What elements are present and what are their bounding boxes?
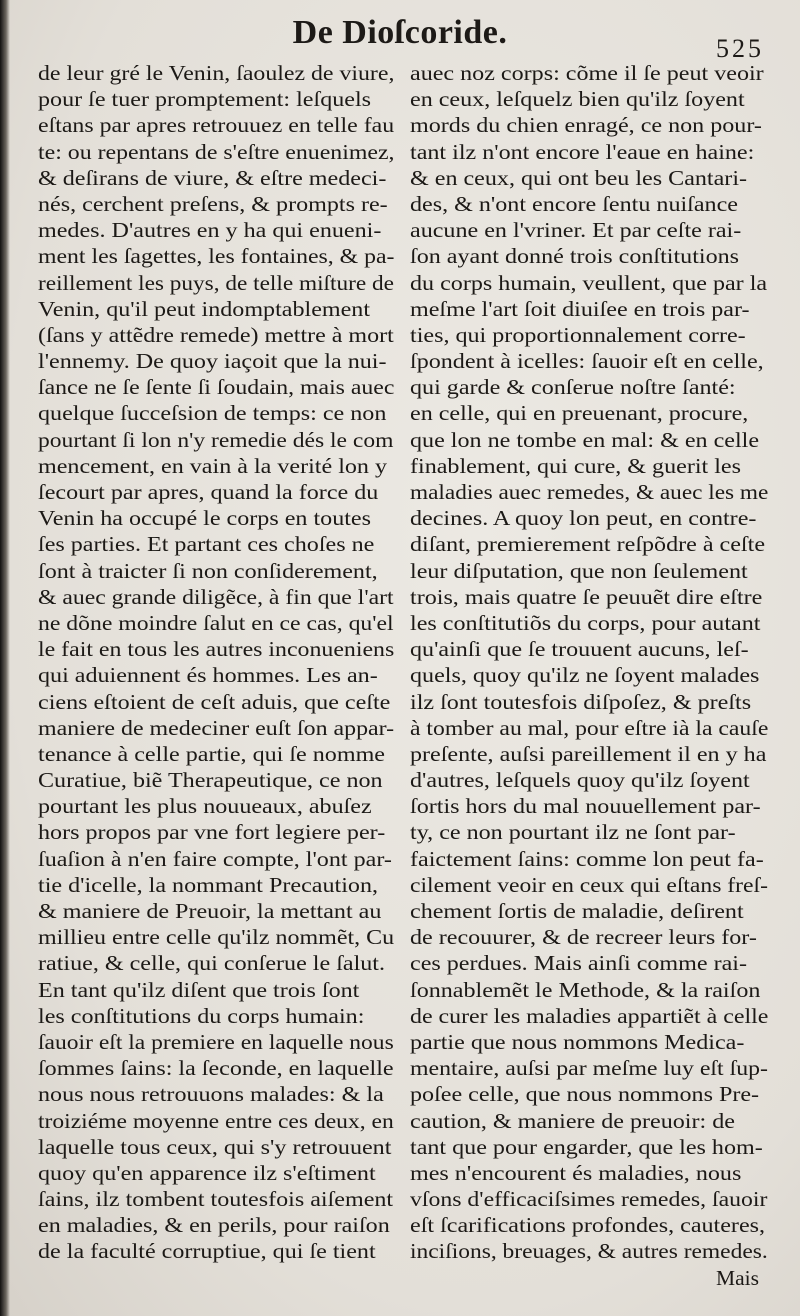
text-line: decines. A quoy lon peut, en contre- bbox=[410, 506, 757, 531]
text-line: tant ilz n'ont encore l'eaue en haine: bbox=[410, 139, 755, 164]
text-line: quelque ſucceſsion de temps: ce non bbox=[38, 401, 387, 426]
text-line: mencement, en vain à la verité lon y bbox=[38, 453, 388, 478]
text-line: & deſirans de viure, & eſtre medeci- bbox=[38, 165, 387, 190]
text-line: faictement ſains: comme lon peut fa- bbox=[410, 846, 764, 871]
page-number: 525 bbox=[716, 34, 764, 63]
text-line: medes. D'autres en y ha qui enueni- bbox=[38, 218, 382, 243]
text-line: finablement, qui cure, & guerit les bbox=[410, 453, 741, 478]
text-line: de recouurer, & de recreer leurs for- bbox=[410, 925, 757, 950]
text-line: trois, mais quatre ſe peuuẽt dire eſtre bbox=[410, 584, 763, 609]
text-line: te: ou repentans de s'eſtre enuenimez, bbox=[38, 139, 395, 164]
text-line: ciens eſtoient de ceſt aduis, que ceſte bbox=[38, 689, 391, 714]
text-line: quoy qu'en apparence ilz s'eſtiment bbox=[38, 1160, 376, 1185]
text-line: inciſions, breuages, & autres remedes. bbox=[410, 1239, 768, 1264]
text-line: auec noz corps: cõme il ſe peut veoir bbox=[410, 61, 764, 85]
text-column-left bbox=[38, 60, 394, 1265]
text-line: reillement les puys, de telle miſture de bbox=[38, 270, 394, 295]
text-line: troiziéme moyenne entre ces deux, en bbox=[38, 1108, 394, 1133]
text-line: diſant, premierement reſpõdre à ceſte bbox=[410, 532, 766, 557]
text-line: qui aduiennent és hommes. Les an- bbox=[38, 663, 378, 688]
text-line: ty, ce non pourtant ilz ne ſont par- bbox=[410, 820, 736, 845]
text-line: poſee celle, que nous nommons Pre- bbox=[410, 1082, 760, 1107]
text-line: hors propos par vne fort legiere per- bbox=[38, 820, 386, 845]
text-line: meſme l'art ſoit diuiſee en trois par- bbox=[410, 296, 750, 321]
text-line: ſains, ilz tombent toutesfois aiſement bbox=[38, 1187, 394, 1212]
text-line: les conſtitutiõs du corps, pour autant bbox=[410, 610, 761, 635]
text-line: ſommes ſains: la ſeconde, en laquelle bbox=[38, 1056, 394, 1081]
text-line: ſance ne ſe ſente ſi ſoudain, mais auec bbox=[38, 375, 395, 400]
text-line: de leur gré le Venin, ſaoulez de viure, bbox=[38, 61, 395, 85]
text-line: de curer les maladies appartiẽt à celle bbox=[410, 1003, 769, 1028]
text-line: tant que pour engarder, que les hom- bbox=[410, 1134, 763, 1159]
running-head: De Dioſcoride. bbox=[292, 14, 508, 51]
text-line: nous nous retrouuons malades: & la bbox=[38, 1082, 384, 1107]
text-line: maniere de medeciner euſt ſon appar- bbox=[38, 715, 395, 740]
text-line: du corps humain, veullent, que par la bbox=[410, 270, 768, 295]
text-line: mes n'encourent és maladies, nous bbox=[410, 1160, 742, 1185]
text-line: ties, qui proportionnalement corre- bbox=[410, 322, 746, 347]
text-line: preſente, auſsi pareillement il en y ha bbox=[410, 741, 767, 766]
text-line: mentaire, auſsi par meſme luy eſt ſup- bbox=[410, 1056, 768, 1081]
text-line: eſtans par apres retrouuez en telle fau bbox=[38, 113, 395, 138]
text-line: pour ſe tuer promptement: leſquels bbox=[38, 87, 372, 112]
text-line: quels, quoy qu'ilz ne ſoyent malades bbox=[410, 663, 760, 688]
text-line: aucune en l'vriner. Et par ceſte rai- bbox=[410, 218, 742, 243]
text-line: (ſans y attẽdre remede) mettre à mort bbox=[38, 322, 394, 347]
text-line: ment les ſagettes, les fontaines, & pa- bbox=[38, 244, 395, 269]
text-line: que lon ne tombe en mal: & en celle bbox=[410, 427, 760, 452]
text-line: tenance à celle partie, qui ſe nomme bbox=[38, 741, 385, 766]
text-line: & maniere de Preuoir, la mettant au bbox=[38, 899, 382, 923]
text-line: qui garde & conſerue noſtre ſanté: bbox=[410, 375, 736, 400]
text-line: leur diſputation, que non ſeulement bbox=[410, 558, 748, 583]
text-line: ſecourt par apres, quand la force du bbox=[38, 480, 379, 504]
catchword: Mais bbox=[716, 1266, 759, 1290]
text-line: tie d'icelle, la nommant Precaution, bbox=[38, 872, 379, 897]
text-line: ne dõne moindre ſalut en ce cas, qu'el bbox=[38, 610, 394, 635]
text-line: cilement veoir en ceux qui eſtans freſ- bbox=[410, 872, 768, 897]
text-line: mords du chien enragé, ce non pour- bbox=[410, 113, 762, 138]
text-line: millieu entre celle qu'ilz nommẽt, Cu bbox=[38, 925, 395, 950]
text-line: caution, & maniere de preuoir: de bbox=[410, 1108, 735, 1133]
text-line: nés, cerchent preſens, & prompts re- bbox=[38, 191, 388, 216]
text-line: le fait en tous les autres inconueniens bbox=[38, 637, 395, 662]
text-line: En tant qu'ilz diſent que trois ſont bbox=[38, 977, 360, 1002]
binding-shadow bbox=[0, 0, 10, 1316]
text-line: ilz ſont toutesfois diſpoſez, & preſts bbox=[410, 689, 752, 714]
text-line: ſonnablemẽt le Methode, & la raiſon bbox=[410, 977, 761, 1002]
text-line: ratiue, & celle, qui conſerue le ſalut. bbox=[38, 951, 386, 976]
text-line: ſes parties. Et partant ces choſes ne bbox=[38, 532, 375, 557]
text-line: chement ſortis de maladie, deſirent bbox=[410, 899, 744, 923]
text-line: pourtant ſi lon n'y remedie dés le com bbox=[38, 427, 394, 452]
text-line: eſt ſcarifications profondes, cauteres, bbox=[410, 1213, 766, 1238]
text-line: en maladies, & en perils, pour raiſon bbox=[38, 1213, 390, 1238]
text-line: à tomber au mal, pour eſtre ià la cauſe bbox=[410, 715, 769, 740]
text-line: les conſtitutions du corps humain: bbox=[38, 1003, 365, 1028]
text-line: ſon ayant donné trois conſtitutions bbox=[410, 244, 740, 269]
text-line: des, & n'ont encore ſentu nuiſance bbox=[410, 191, 738, 216]
text-line: en ceux, leſquelz bien qu'ilz ſoyent bbox=[410, 87, 745, 112]
text-line: ſauoir eſt la premiere en laquelle nous bbox=[38, 1029, 394, 1054]
text-line: laquelle tous ceux, qui s'y retrouuent bbox=[38, 1134, 392, 1159]
text-line: maladies auec remedes, & auec les me bbox=[410, 480, 769, 504]
text-line: partie que nous nommons Medica- bbox=[410, 1029, 745, 1054]
text-line: Curatiue, biẽ Therapeutique, ce non bbox=[38, 768, 383, 793]
text-line: Venin ha occupé le corps en toutes bbox=[38, 506, 372, 531]
text-line: de la faculté corruptiue, qui ſe tient bbox=[38, 1239, 376, 1264]
text-line: l'ennemy. De quoy iaçoit que la nui- bbox=[38, 349, 387, 374]
text-line: ces perdues. Mais ainſi comme rai- bbox=[410, 951, 748, 976]
text-line: & en ceux, qui ont beu les Cantari- bbox=[410, 165, 748, 190]
text-column-right bbox=[410, 60, 768, 1265]
text-line: d'autres, leſquels quoy qu'ilz ſoyent bbox=[410, 768, 750, 793]
text-line: Venin, qu'il peut indomptablement bbox=[38, 296, 371, 321]
text-line: ſortis hors du mal nouuellement par- bbox=[410, 794, 761, 819]
text-line: qu'ainſi que ſe trouuent aucuns, leſ- bbox=[410, 637, 749, 662]
text-line: vſons d'efficaciſsimes remedes, ſauoir bbox=[410, 1187, 768, 1212]
text-line: en celle, qui en preuenant, procure, bbox=[410, 401, 749, 426]
text-line: ſuaſion à n'en faire compte, l'ont par- bbox=[38, 846, 392, 871]
text-line: & auec grande diligẽce, à fin que l'art bbox=[38, 584, 394, 609]
text-line: ſont à traicter ſi non conſiderement, bbox=[38, 558, 378, 583]
text-line: ſpondent à icelles: ſauoir eſt en celle, bbox=[410, 349, 764, 374]
text-line: pourtant les plus nouueaux, abuſez bbox=[38, 794, 372, 819]
